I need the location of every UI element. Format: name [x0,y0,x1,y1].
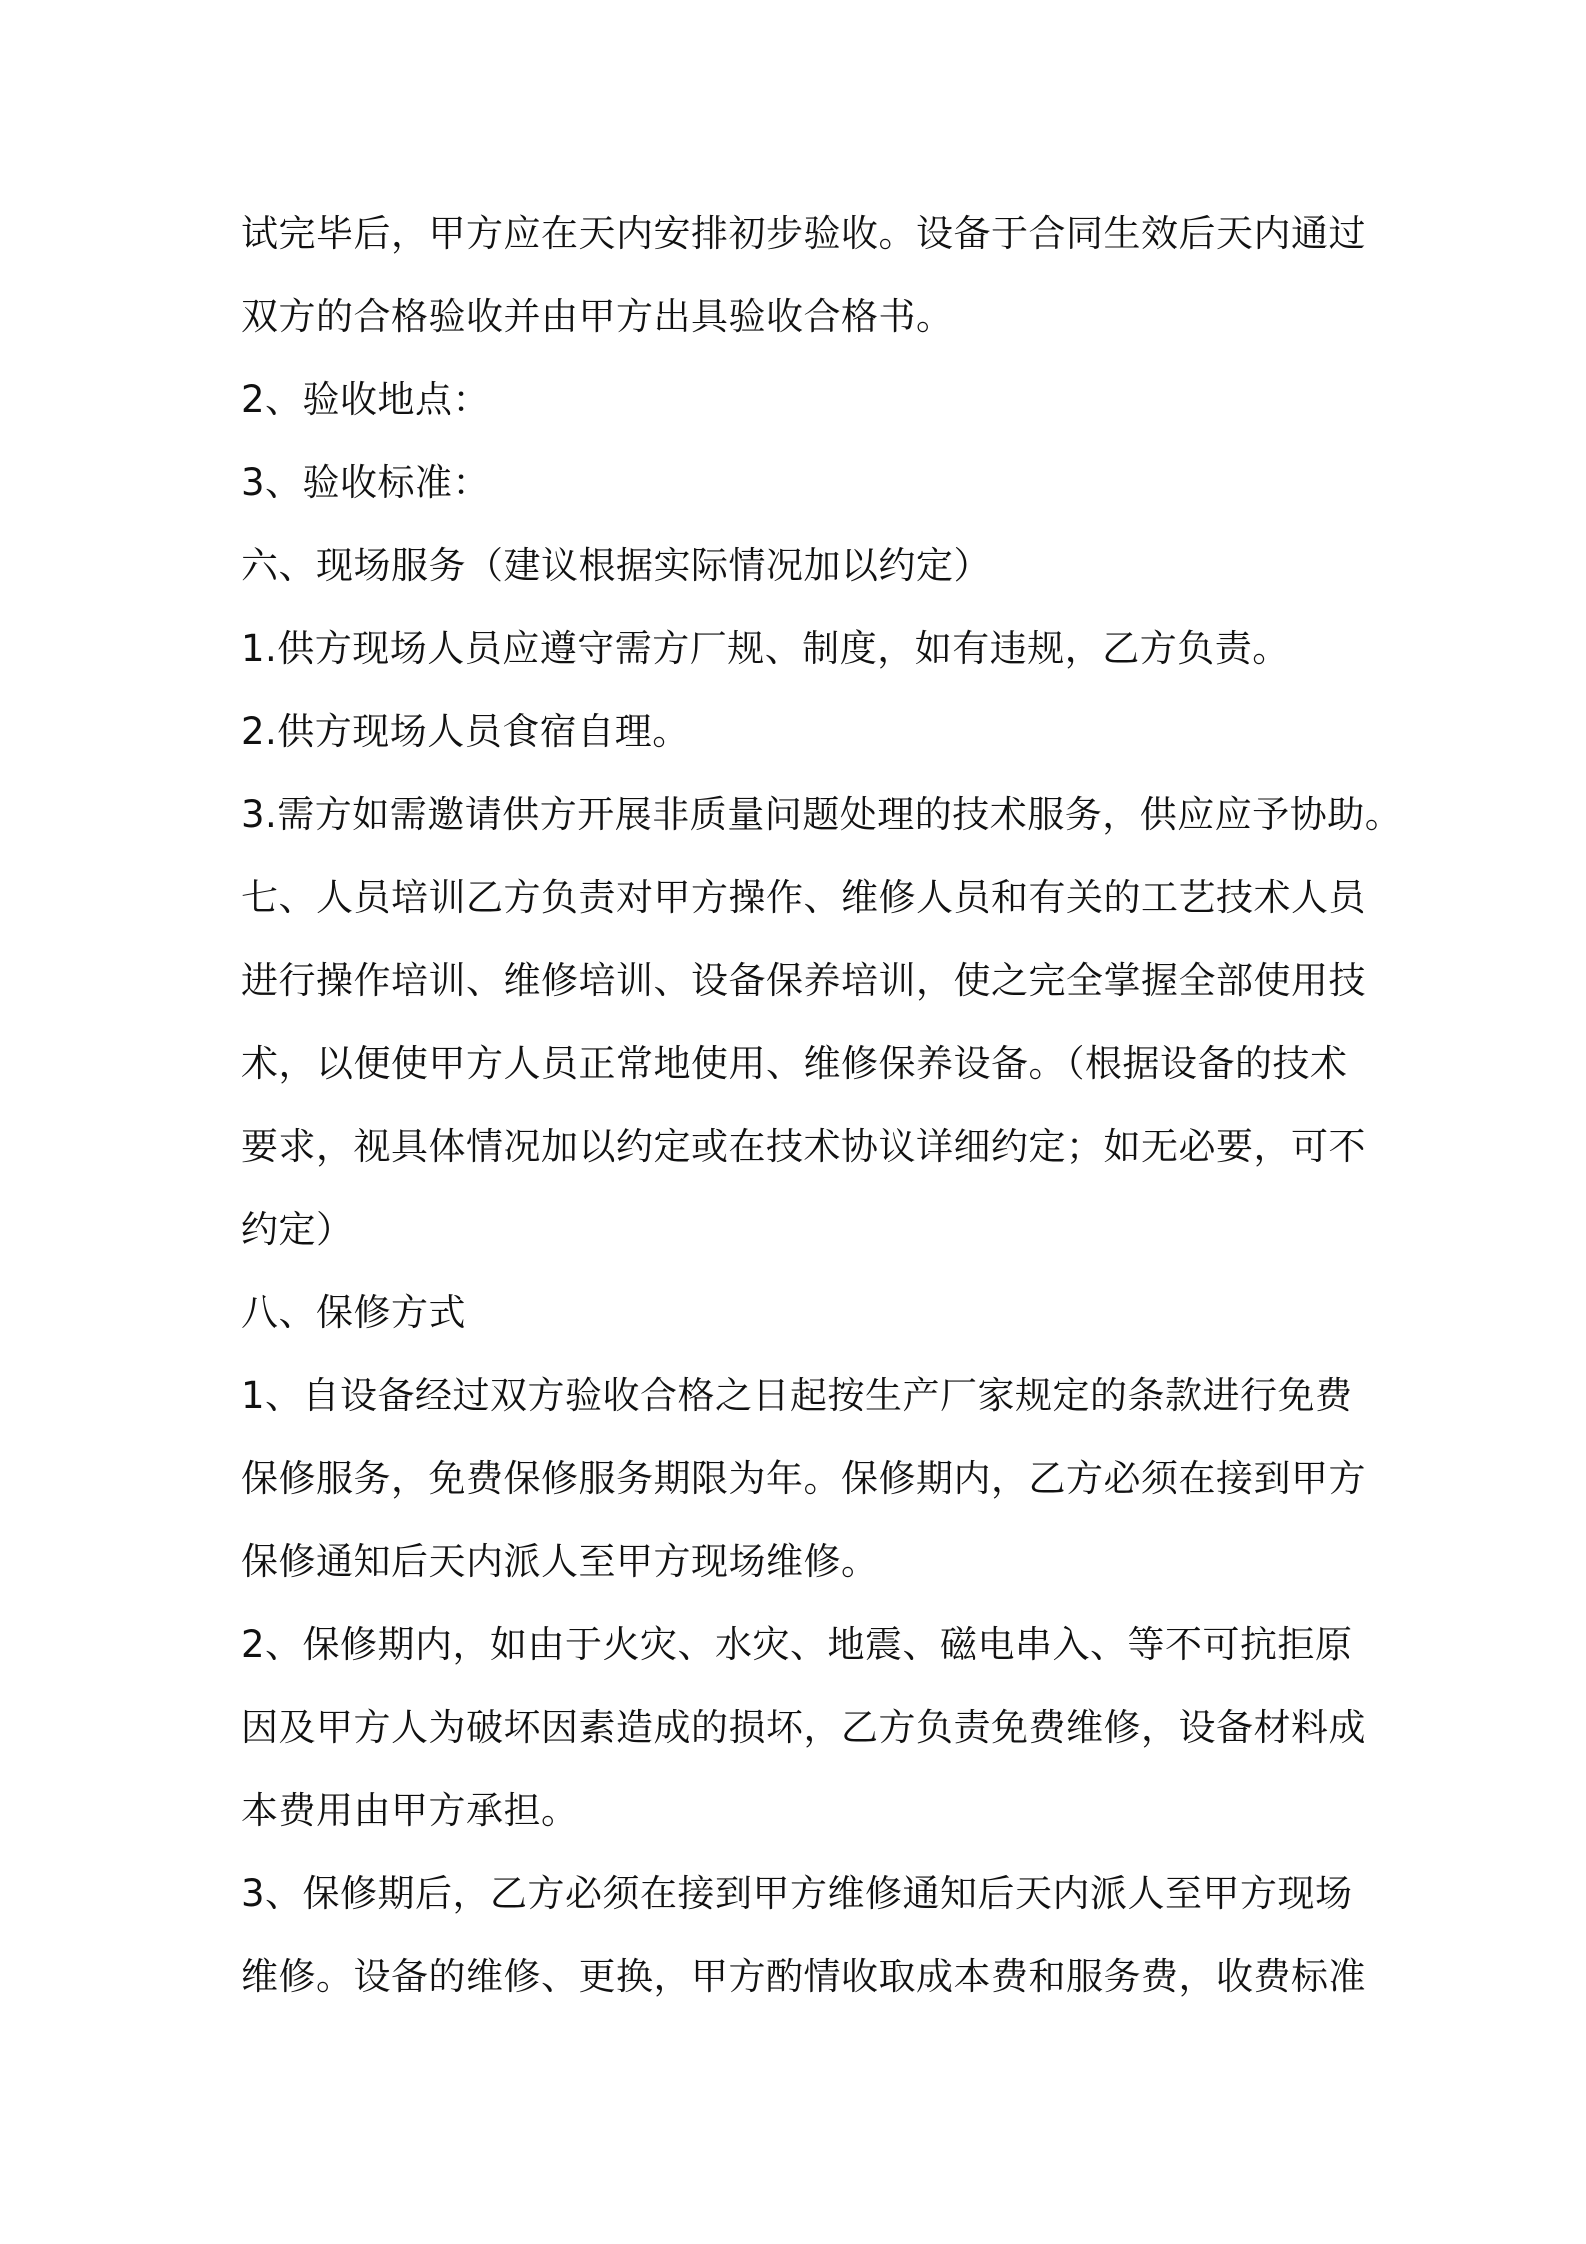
text-line: 进行操作培训、维修培训、设备保养培训，使之完全掌握全部使用技 [241,959,1366,1002]
text-line: 要求，视具体情况加以约定或在技术协议详细约定；如无必要，可不 [241,1125,1366,1168]
text-line: 2、验收地点： [241,378,491,421]
text-line: 保修服务，免费保修服务期限为年。保修期内，乙方必须在接到甲方 [241,1457,1366,1500]
text-line: 1.供方现场人员应遵守需方厂规、制度，如有违规，乙方负责。 [241,627,1290,670]
text-line: 1、自设备经过双方验收合格之日起按生产厂家规定的条款进行免费 [241,1374,1353,1417]
text-line: 2.供方现场人员食宿自理。 [241,710,690,753]
text-line: 维修。设备的维修、更换，甲方酌情收取成本费和服务费，收费标准 [241,1955,1366,1998]
text-line: 试完毕后，甲方应在天内安排初步验收。设备于合同生效后天内通过 [241,212,1366,255]
section-heading: 七、人员培训乙方负责对甲方操作、维修人员和有关的工艺技术人员 [241,876,1366,919]
text-line: 2、保修期内，如由于火灾、水灾、地震、磁电串入、等不可抗拒原 [241,1623,1353,1666]
text-line: 术，以便使甲方人员正常地使用、维修保养设备。（根据设备的技术 [241,1042,1348,1085]
text-line: 3、验收标准： [241,461,491,504]
text-line: 约定） [241,1208,354,1251]
text-line: 双方的合格验收并由甲方出具验收合格书。 [241,295,954,338]
section-heading: 六、现场服务（建议根据实际情况加以约定） [241,544,991,587]
text-line: 保修通知后天内派人至甲方现场维修。 [241,1540,879,1583]
section-heading: 八、保修方式 [241,1291,466,1334]
document-body [241,192,1403,2018]
text-line: 3.需方如需邀请供方开展非质量问题处理的技术服务，供应应予协助。 [241,793,1403,836]
text-line: 本费用由甲方承担。 [241,1789,579,1832]
text-line: 因及甲方人为破坏因素造成的损坏，乙方负责免费维修，设备材料成 [241,1706,1366,1749]
text-line: 3、保修期后，乙方必须在接到甲方维修通知后天内派人至甲方现场 [241,1872,1353,1915]
